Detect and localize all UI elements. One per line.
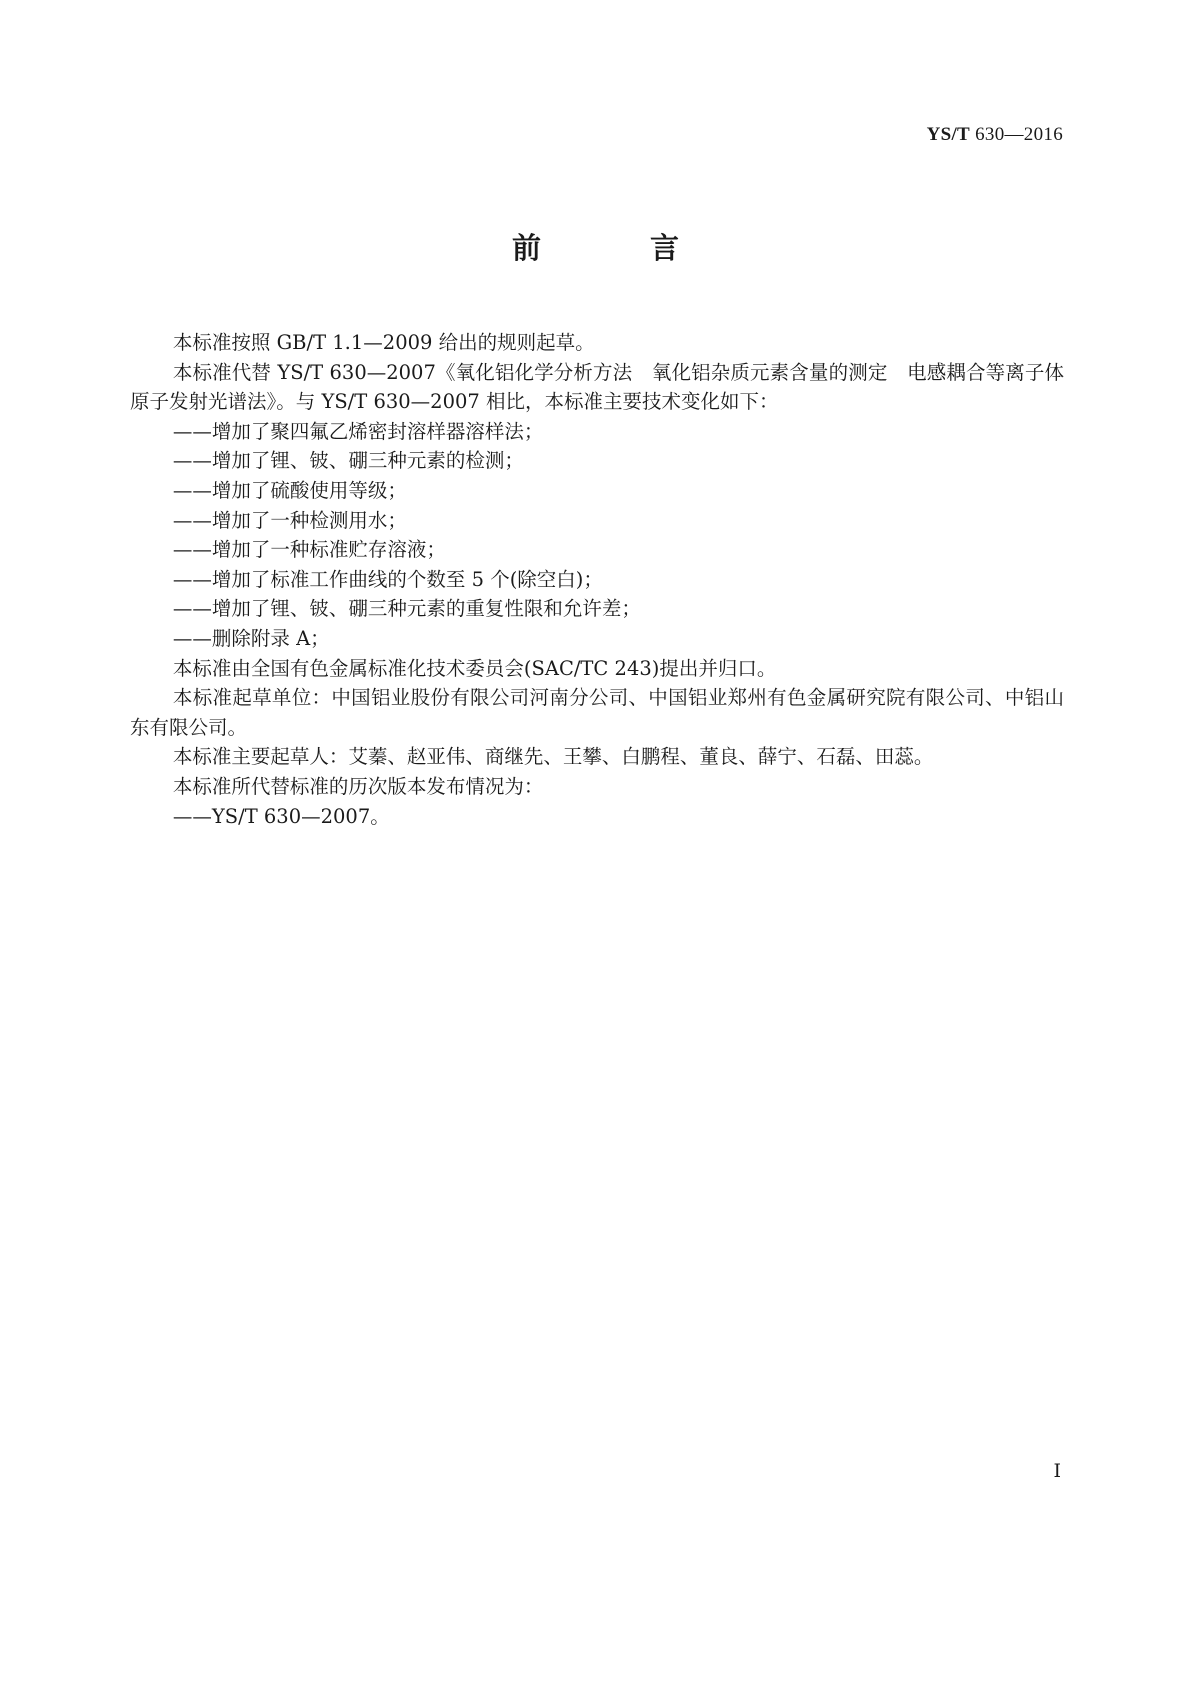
- page-title: 前 言: [511, 231, 719, 265]
- paragraph-replacement: 本标准代替 YS/T 630—2007《氧化铝化学分析方法 氧化铝杂质元素含量的测定 电感耦合等离子体原子发射光谱法》。与 YS/T 630—2007 相比，本标准主要技术变化如下：: [130, 360, 1064, 414]
- list-item-change: ——增加了硫酸使用等级；: [172, 478, 407, 502]
- paragraph-drafting-rules: 本标准按照 GB/T 1.1—2009 给出的规则起草。: [172, 331, 595, 354]
- paragraph-drafting-units: 本标准起草单位：中国铝业股份有限公司河南分公司、中国铝业郑州有色金属研究院有限公司、中铝山东有限公司。: [130, 686, 1064, 739]
- list-item-change: ——增加了锂、铍、硼三种元素的重复性限和允许差；: [172, 597, 641, 621]
- list-item-change: ——增加了一种检测用水；: [172, 508, 407, 532]
- standard-number-header: [927, 124, 1063, 146]
- page-number: Ⅰ: [1053, 1461, 1061, 1482]
- list-item-change: ——删除附录 A；: [172, 626, 330, 650]
- paragraph-previous-versions: 本标准所代替标准的历次版本发布情况为：: [172, 774, 544, 798]
- paragraph-proposer: 本标准由全国有色金属标准化技术委员会(SAC/TC 243)提出并归口。: [172, 656, 777, 680]
- list-item-change: ——增加了一种标准贮存溶液；: [172, 538, 446, 562]
- list-item-change: ——增加了聚四氟乙烯密封溶样器溶样法；: [172, 419, 544, 443]
- paragraph-drafters: 本标准主要起草人：艾蓁、赵亚伟、商继先、王攀、白鹏程、董良、薛宁、石磊、田蕊。: [172, 745, 934, 769]
- list-item-change: ——增加了标准工作曲线的个数至 5 个(除空白)；: [172, 567, 603, 591]
- foreword-body: [130, 328, 1064, 831]
- standard-code: YS/T: [926, 124, 971, 145]
- list-item-change: ——增加了锂、铍、硼三种元素的检测；: [172, 449, 524, 473]
- standard-year-number: 630—2016: [975, 124, 1063, 145]
- list-item-previous-version: ——YS/T 630—2007。: [172, 804, 390, 828]
